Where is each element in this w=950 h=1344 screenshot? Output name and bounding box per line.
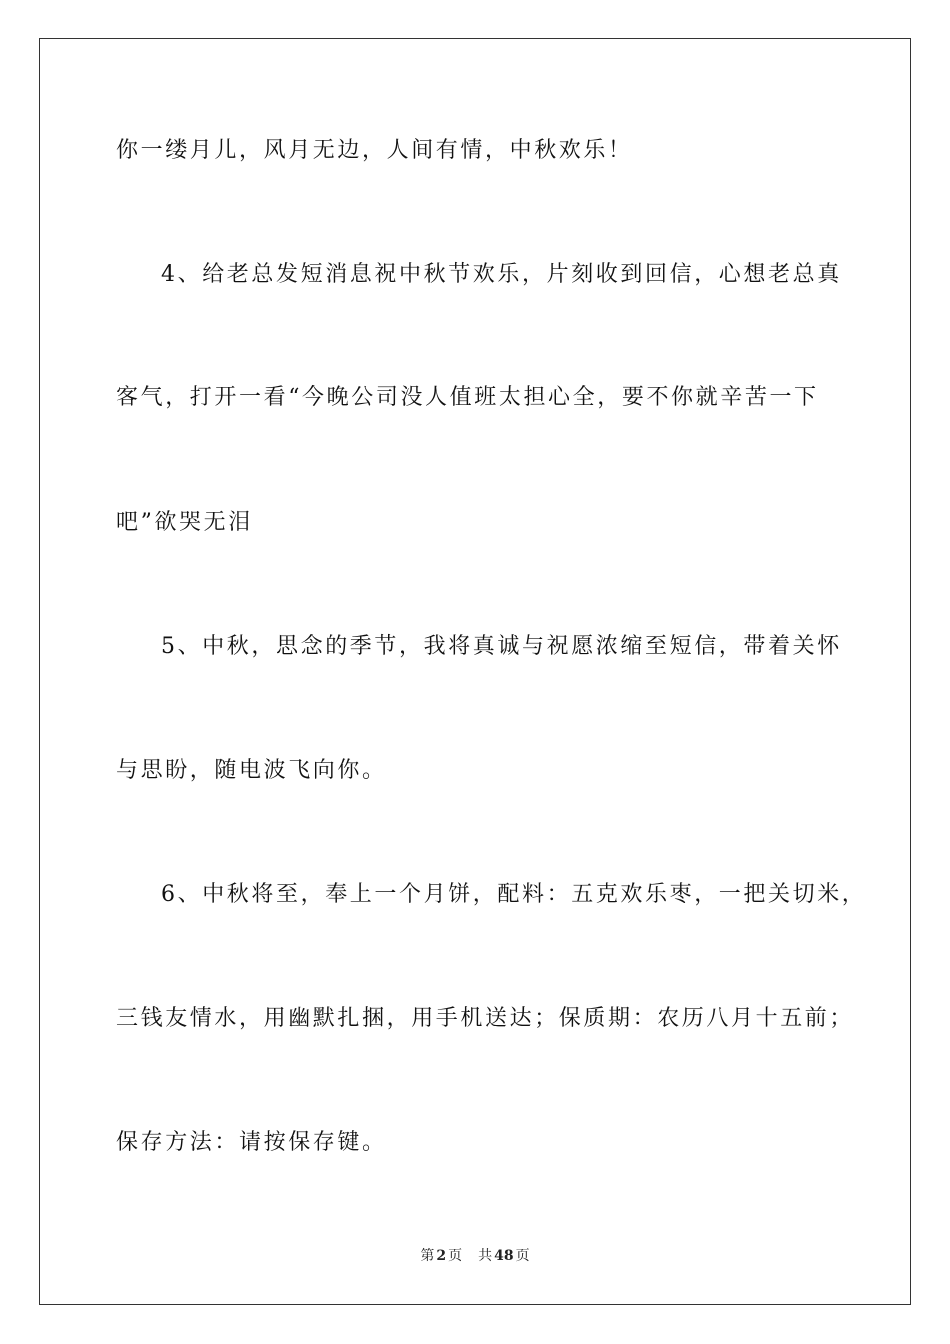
paragraph-line: 4、给老总发短消息祝中秋节欢乐，片刻收到回信，心想老总真 <box>161 262 842 287</box>
paragraph-line: 6、中秋将至，奉上一个月饼，配料：五克欢乐枣，一把关切米， <box>161 882 867 907</box>
paragraph-line: 5、中秋，思念的季节，我将真诚与祝愿浓缩至短信，带着关怀 <box>161 634 842 659</box>
footer-page-suffix: 页 <box>448 1248 463 1264</box>
paragraph-line: 三钱友情水，用幽默扎捆，用手机送达；保质期：农历八月十五前； <box>116 1006 855 1031</box>
paragraph-line: 与思盼，随电波飞向你。 <box>116 758 387 783</box>
footer-total-suffix: 页 <box>515 1248 530 1264</box>
page-footer <box>0 1246 950 1266</box>
footer-total-prefix: 共 <box>478 1248 493 1264</box>
footer-page-number: 2 <box>436 1248 447 1264</box>
footer-total-pages: 48 <box>494 1248 514 1264</box>
paragraph-line: 保存方法：请按保存键。 <box>116 1130 387 1155</box>
footer-page-prefix: 第 <box>420 1248 435 1264</box>
paragraph-line: 你一缕月儿，风月无边，人间有情，中秋欢乐！ <box>116 138 633 163</box>
paragraph-line: 吧”欲哭无泪 <box>116 510 253 535</box>
page-border <box>39 38 911 1305</box>
paragraph-line: 客气，打开一看“今晚公司没人值班太担心全，要不你就辛苦一下 <box>116 385 819 410</box>
